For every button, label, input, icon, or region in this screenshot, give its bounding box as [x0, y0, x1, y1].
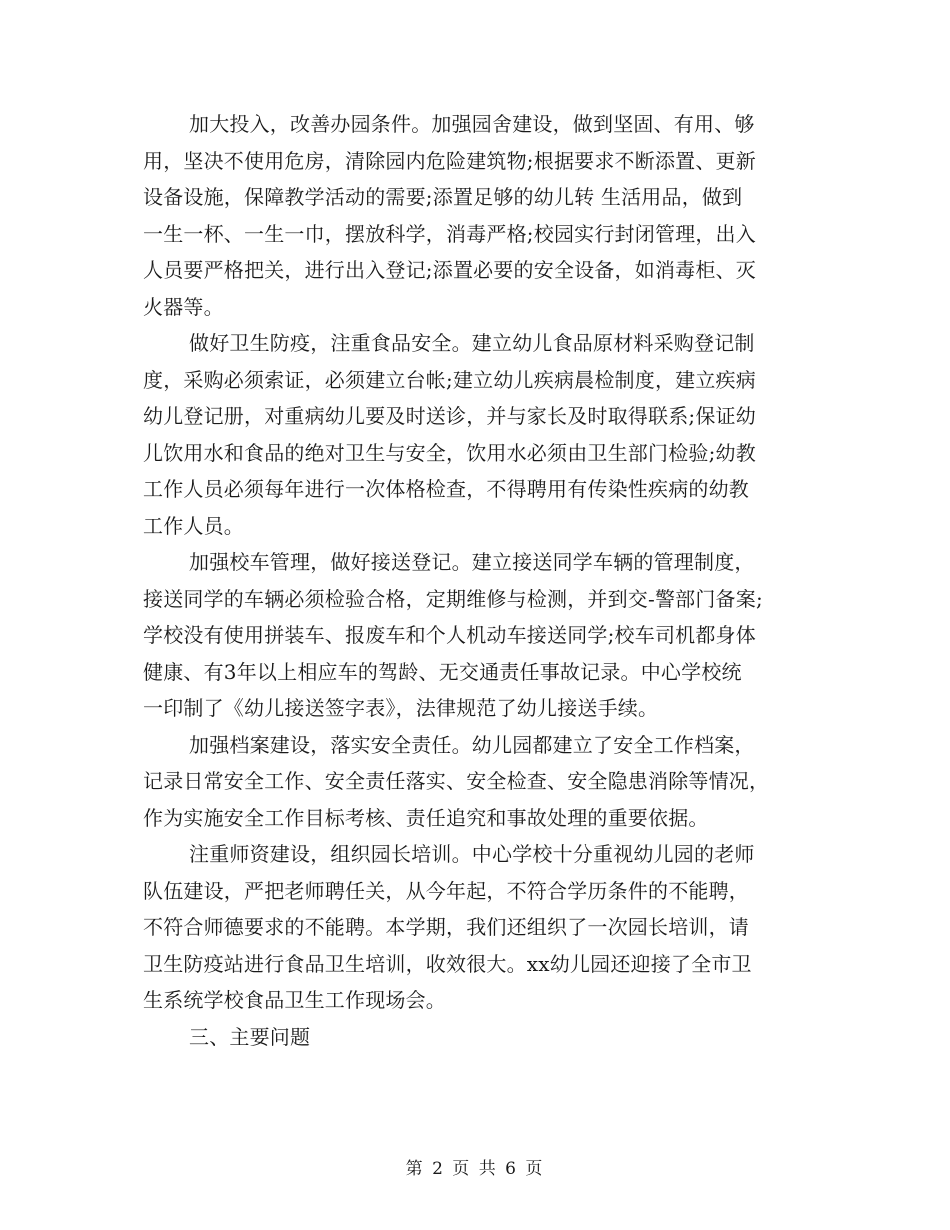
para2-line2: 度，采购必须索证，必须建立台帐;建立幼儿疾病晨检制度，建立疾病 — [143, 367, 756, 392]
para5-line1: 注重师资建设，组织园长培训。中心学校十分重视幼儿园的老师 — [189, 842, 755, 866]
para2-line3: 幼儿登记册，对重病幼儿要及时送诊，并与家长及时取得联系;保证幼 — [143, 404, 756, 428]
para3-line1: 加强校车管理，做好接送登记。建立接送同学车辆的管理制度， — [189, 550, 755, 574]
para5-line4: 卫生防疫站进行食品卫生培训，收效很大。xx幼儿园还迎接了全市卫 — [143, 951, 752, 976]
para1-line1: 加大投入，改善办园条件。加强园舍建设，做到坚固、有用、够 — [189, 112, 755, 136]
para2-line5: 工作人员必须每年进行一次体格检查，不得聘用有传染性疾病的幼教 — [143, 477, 749, 501]
document-body — [143, 106, 813, 1055]
para2-line1: 做好卫生防疫，注重食品安全。建立幼儿食品原材料采购登记制 — [189, 331, 755, 355]
para5-line5: 生系统学校食品卫生工作现场会。 — [143, 988, 446, 1012]
para2-line6: 工作人员。 — [143, 513, 244, 538]
page-number-footer: 第 2 页 共 6 页 — [405, 1159, 545, 1179]
para5-line3: 不符合师德要求的不能聘。本学期，我们还组织了一次园长培训，请 — [143, 915, 749, 939]
para3-line4: 健康、有3年以上相应车的驾龄、无交通责任事故记录。中心学校统 — [143, 659, 742, 684]
section-heading: 三、主要问题 — [189, 1024, 311, 1049]
para4-line1: 加强档案建设，落实安全责任。幼儿园都建立了安全工作档案， — [189, 732, 755, 757]
para4-line3: 作为实施安全工作目标考核、责任追究和事故处理的重要依据。 — [143, 805, 709, 830]
para5-line2: 队伍建设，严把老师聘任关，从今年起，不符合学历条件的不能聘， — [143, 878, 749, 903]
para1-line4: 一生一杯、一生一巾，摆放科学，消毒严格;校园实行封闭管理，出入 — [143, 221, 756, 246]
para3-line2: 接送同学的车辆必须检验合格，定期维修与检测，并到交-警部门备案; — [143, 586, 763, 611]
para1-line3: 设备设施，保障教学活动的需要;添置足够的幼儿转 生活用品，做到 — [143, 185, 743, 209]
para1-line6: 火器等。 — [143, 294, 224, 319]
para2-line4: 儿饮用水和食品的绝对卫生与安全，饮用水必须由卫生部门检验;幼教 — [143, 440, 756, 465]
para4-line2: 记录日常安全工作、安全责任落实、安全检查、安全隐患消除等情况， — [143, 769, 770, 793]
para1-line2: 用，坚决不使用危房，清除园内危险建筑物;根据要求不断添置、更新 — [143, 148, 756, 173]
para3-line5: 一印制了《幼儿接送签字表》，法律规范了幼儿接送手续。 — [143, 696, 659, 720]
para1-line5: 人员要严格把关，进行出入登记;添置必要的安全设备，如消毒柜、灭 — [143, 258, 756, 282]
para3-line3: 学校没有使用拼装车、报废车和个人机动车接送同学;校车司机都身体 — [143, 623, 756, 647]
